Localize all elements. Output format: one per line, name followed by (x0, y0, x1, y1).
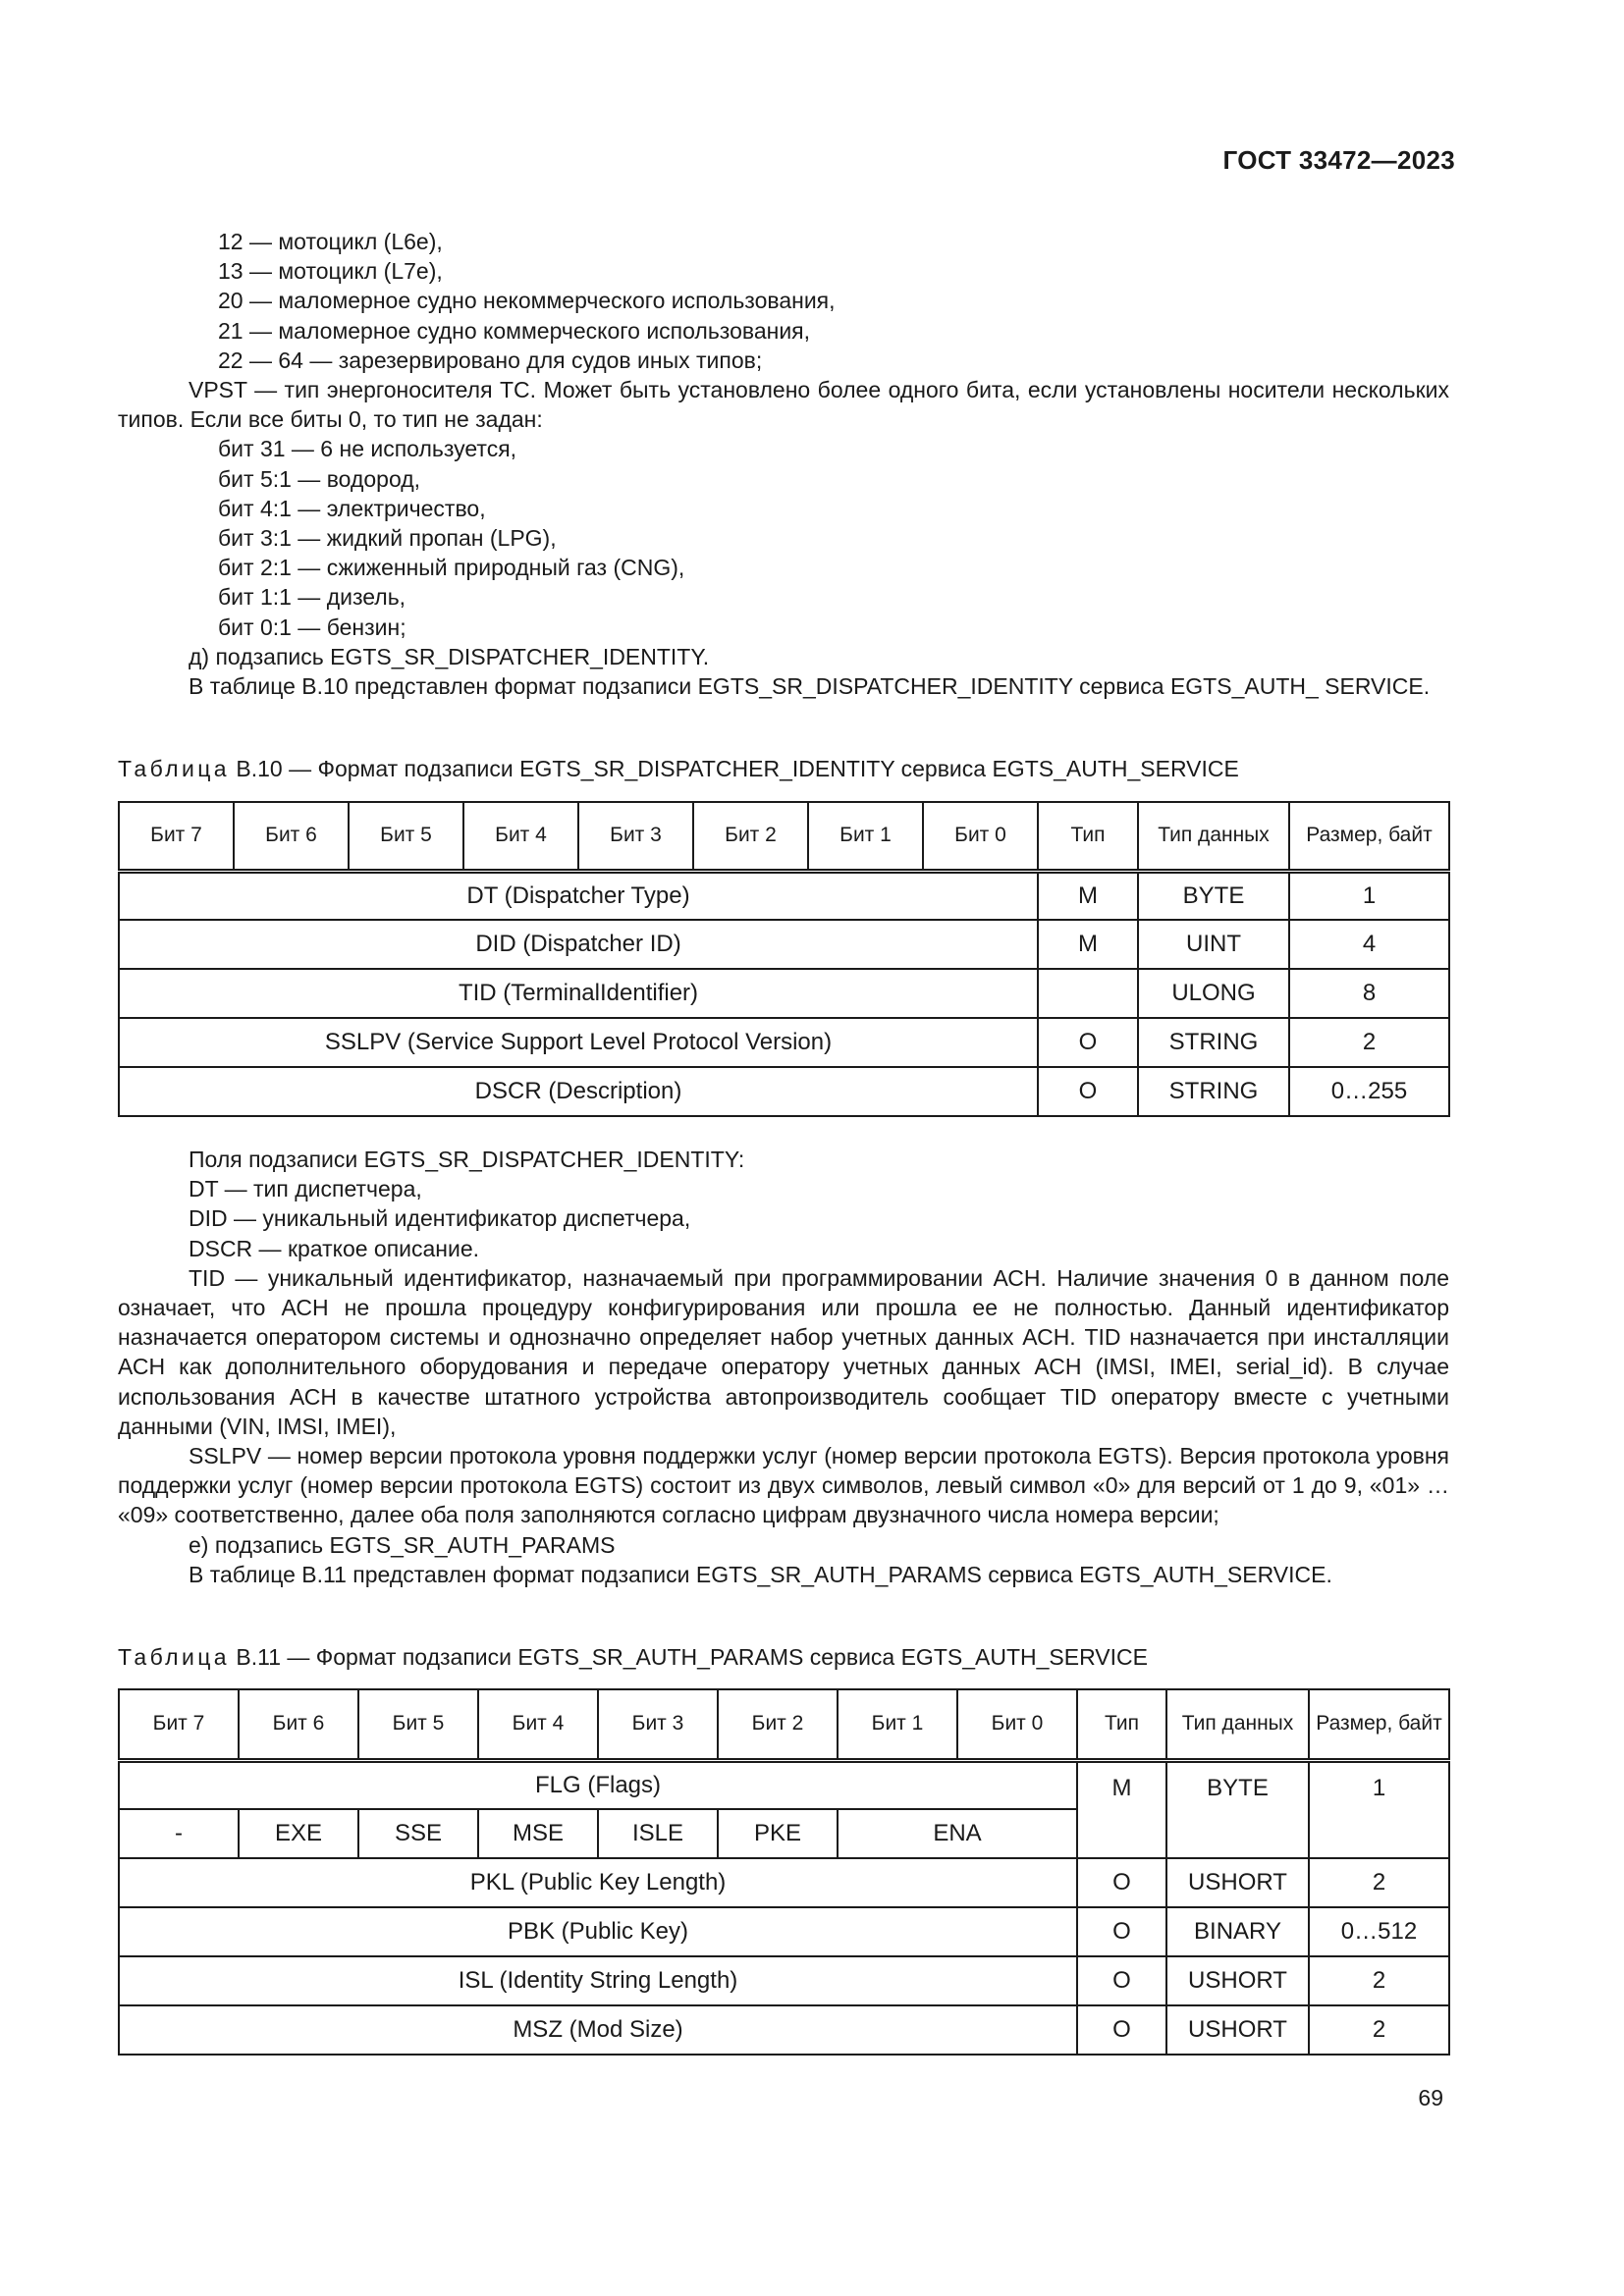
size-cell: 2 (1309, 2005, 1449, 2055)
caption-word: Таблица (118, 1644, 230, 1670)
list-item: бит 2:1 — сжиженный природный газ (CNG), (218, 555, 685, 581)
header-cell: Тип (1038, 802, 1138, 871)
table-b11 (118, 1688, 1450, 2056)
flag-bit-cell: EXE (239, 1809, 358, 1858)
list-item: 12 — мотоцикл (L6e), (218, 229, 443, 254)
header-cell: Бит 7 (119, 802, 234, 871)
field-desc-did: DID — уникальный идентификатор диспетчера, (189, 1205, 691, 1232)
size-cell: 2 (1309, 1956, 1449, 2005)
table-row (119, 1018, 1449, 1067)
type-cell: O (1077, 1907, 1166, 1956)
table-header-row (119, 802, 1449, 871)
size-cell: 2 (1289, 1018, 1449, 1067)
header-cell: Бит 2 (693, 802, 808, 871)
table-b10-caption (118, 756, 1239, 782)
size-cell: 4 (1289, 920, 1449, 969)
datatype-cell: STRING (1138, 1018, 1289, 1067)
fields-title: Поля подзаписи EGTS_SR_DISPATCHER_IDENTITY: (189, 1147, 745, 1172)
header-cell: Бит 6 (239, 1689, 358, 1760)
list-item: бит 0:1 — бензин; (218, 614, 406, 640)
table-b11-caption (118, 1644, 1148, 1671)
header-cell: Бит 1 (838, 1689, 957, 1760)
datatype-cell: BYTE (1138, 871, 1289, 920)
field-name-cell: TID (TerminalIdentifier) (119, 969, 1038, 1018)
field-desc-dscr: DSCR — краткое описание. (189, 1235, 480, 1261)
header-cell: Бит 3 (578, 802, 693, 871)
flag-bit-cell: PKE (718, 1809, 838, 1858)
type-cell: M (1038, 871, 1138, 920)
paragraph-intro-b11: В таблице В.11 представлен формат подзаписи EGTS_SR_AUTH_PARAMS сервиса EGTS_AUTH_SERVICE. (189, 1561, 1332, 1587)
subrecord-d-heading: д) подзапись EGTS_SR_DISPATCHER_IDENTITY. (189, 643, 710, 669)
table-row (119, 969, 1449, 1018)
paragraph-intro-b10: В таблице В.10 представлен формат подзаписи EGTS_SR_DISPATCHER_IDENTITY сервиса EGTS_AUTH_ SERVICE. (189, 673, 1431, 700)
table-row (119, 1067, 1449, 1116)
header-cell: Тип данных (1138, 802, 1289, 871)
header-cell: Бит 4 (463, 802, 578, 871)
size-cell: 1 (1289, 871, 1449, 920)
header-cell: Бит 5 (349, 802, 463, 871)
type-cell: M (1077, 1760, 1166, 1858)
field-name-cell: DT (Dispatcher Type) (119, 871, 1038, 920)
document-code: ГОСТ 33472—2023 (1222, 145, 1455, 175)
datatype-cell: STRING (1138, 1067, 1289, 1116)
table-b10 (118, 801, 1450, 1117)
datatype-cell: BINARY (1166, 1907, 1309, 1956)
list-item: бит 1:1 — дизель, (218, 584, 406, 611)
field-name-cell: DID (Dispatcher ID) (119, 920, 1038, 969)
size-cell: 1 (1309, 1760, 1449, 1858)
table-row (119, 920, 1449, 969)
field-name-cell: PBK (Public Key) (119, 1907, 1077, 1956)
header-cell: Размер, байт (1309, 1689, 1449, 1760)
type-cell: O (1077, 1956, 1166, 2005)
caption-text: B.11 — Формат подзаписи EGTS_SR_AUTH_PARAMS сервиса EGTS_AUTH_SERVICE (236, 1644, 1148, 1670)
flag-bit-cell: MSE (478, 1809, 598, 1858)
datatype-cell: USHORT (1166, 2005, 1309, 2055)
header-cell: Бит 4 (478, 1689, 598, 1760)
field-name-cell: ISL (Identity String Length) (119, 1956, 1077, 2005)
list-item: бит 31 — 6 не используется, (218, 436, 517, 462)
list-item: бит 3:1 — жидкий пропан (LPG), (218, 525, 557, 552)
top-text-block (118, 227, 1449, 701)
header-cell: Тип (1077, 1689, 1166, 1760)
field-desc-dt: DT — тип диспетчера, (189, 1176, 422, 1202)
paragraph-vpst: VPST — тип энергоносителя ТС. Может быть установлено более одного бита, если установлены носители нескольких типов. Если все биты 0, то тип не задан: (118, 377, 1449, 433)
field-name-cell: DSCR (Description) (119, 1067, 1038, 1116)
list-item: бит 4:1 — электричество, (218, 495, 486, 521)
table-row-flags (119, 1760, 1449, 1809)
field-desc-sslpv: SSLPV — номер версии протокола уровня поддержки услуг (номер версии протокола EGTS). Версия протокола уровня поддержки услуг (номер версии протокола EGTS) состоит из двух символов, левый символ «0» для версий от 1 до 9, «01» … «09» соответственно, далее оба поля заполняются согласно цифрам двузначного числа номера версии; (118, 1443, 1449, 1528)
list-item: бит 5:1 — водород, (218, 465, 421, 492)
field-name-cell: PKL (Public Key Length) (119, 1858, 1077, 1907)
table-header-row (119, 1689, 1449, 1760)
size-cell: 0…512 (1309, 1907, 1449, 1956)
field-name-cell: MSZ (Mod Size) (119, 2005, 1077, 2055)
type-cell (1038, 969, 1138, 1018)
datatype-cell: ULONG (1138, 969, 1289, 1018)
type-cell: O (1038, 1067, 1138, 1116)
header-cell: Бит 0 (957, 1689, 1077, 1760)
header-cell: Бит 0 (923, 802, 1038, 871)
header-cell: Бит 3 (598, 1689, 718, 1760)
type-cell: O (1038, 1018, 1138, 1067)
header-cell: Бит 5 (358, 1689, 478, 1760)
datatype-cell: USHORT (1166, 1956, 1309, 2005)
type-cell: O (1077, 2005, 1166, 2055)
header-cell: Бит 1 (808, 802, 923, 871)
header-cell: Размер, байт (1289, 802, 1449, 871)
field-desc-tid: TID — уникальный идентификатор, назначаемый при программировании АСН. Наличие значения 0 в данном поле означает, что АСН не прошла процедуру конфигурирования или прошла ее не полностью. Данный идентификатор назначается оператором системы и однозначно определяет набор учетных данных АСН. TID назначается при инсталляции АСН как дополнительного оборудования и передаче оператору учетных данных АСН (IMSI, IMEI, serial_id). В случае использования АСН в качестве штатного устройства автопроизводитель сообщает TID оператору вместе с учетными данными (VIN, IMSI, IMEI), (118, 1264, 1449, 1439)
list-item: 21 — маломерное судно коммерческого использования, (218, 317, 811, 344)
table-row (119, 1907, 1449, 1956)
table-row (119, 871, 1449, 920)
header-cell: Бит 2 (718, 1689, 838, 1760)
size-cell: 2 (1309, 1858, 1449, 1907)
size-cell: 0…255 (1289, 1067, 1449, 1116)
datatype-cell: USHORT (1166, 1858, 1309, 1907)
caption-text: B.10 — Формат подзаписи EGTS_SR_DISPATCHER_IDENTITY сервиса EGTS_AUTH_SERVICE (236, 756, 1239, 781)
field-name-cell: SSLPV (Service Support Level Protocol Version) (119, 1018, 1038, 1067)
mid-text-block (118, 1145, 1449, 1589)
list-item: 22 — 64 — зарезервировано для судов иных типов; (218, 347, 763, 373)
subrecord-e-heading: е) подзапись EGTS_SR_AUTH_PARAMS (189, 1531, 616, 1558)
datatype-cell: BYTE (1166, 1760, 1309, 1858)
header-cell: Бит 6 (234, 802, 349, 871)
type-cell: O (1077, 1858, 1166, 1907)
type-cell: M (1038, 920, 1138, 969)
list-item: 20 — маломерное судно некоммерческого использования, (218, 288, 836, 314)
flag-bit-cell: ENA (838, 1809, 1077, 1858)
table-row (119, 1956, 1449, 2005)
datatype-cell: UINT (1138, 920, 1289, 969)
flag-bit-cell: SSE (358, 1809, 478, 1858)
table-row (119, 1858, 1449, 1907)
page-number: 69 (1418, 2085, 1443, 2110)
header-cell: Бит 7 (119, 1689, 239, 1760)
list-item: 13 — мотоцикл (L7e), (218, 258, 443, 285)
caption-word: Таблица (118, 756, 230, 781)
table-row (119, 2005, 1449, 2055)
flag-bit-cell: - (119, 1809, 239, 1858)
field-name-cell: FLG (Flags) (119, 1760, 1077, 1809)
size-cell: 8 (1289, 969, 1449, 1018)
header-cell: Тип данных (1166, 1689, 1309, 1760)
flag-bit-cell: ISLE (598, 1809, 718, 1858)
